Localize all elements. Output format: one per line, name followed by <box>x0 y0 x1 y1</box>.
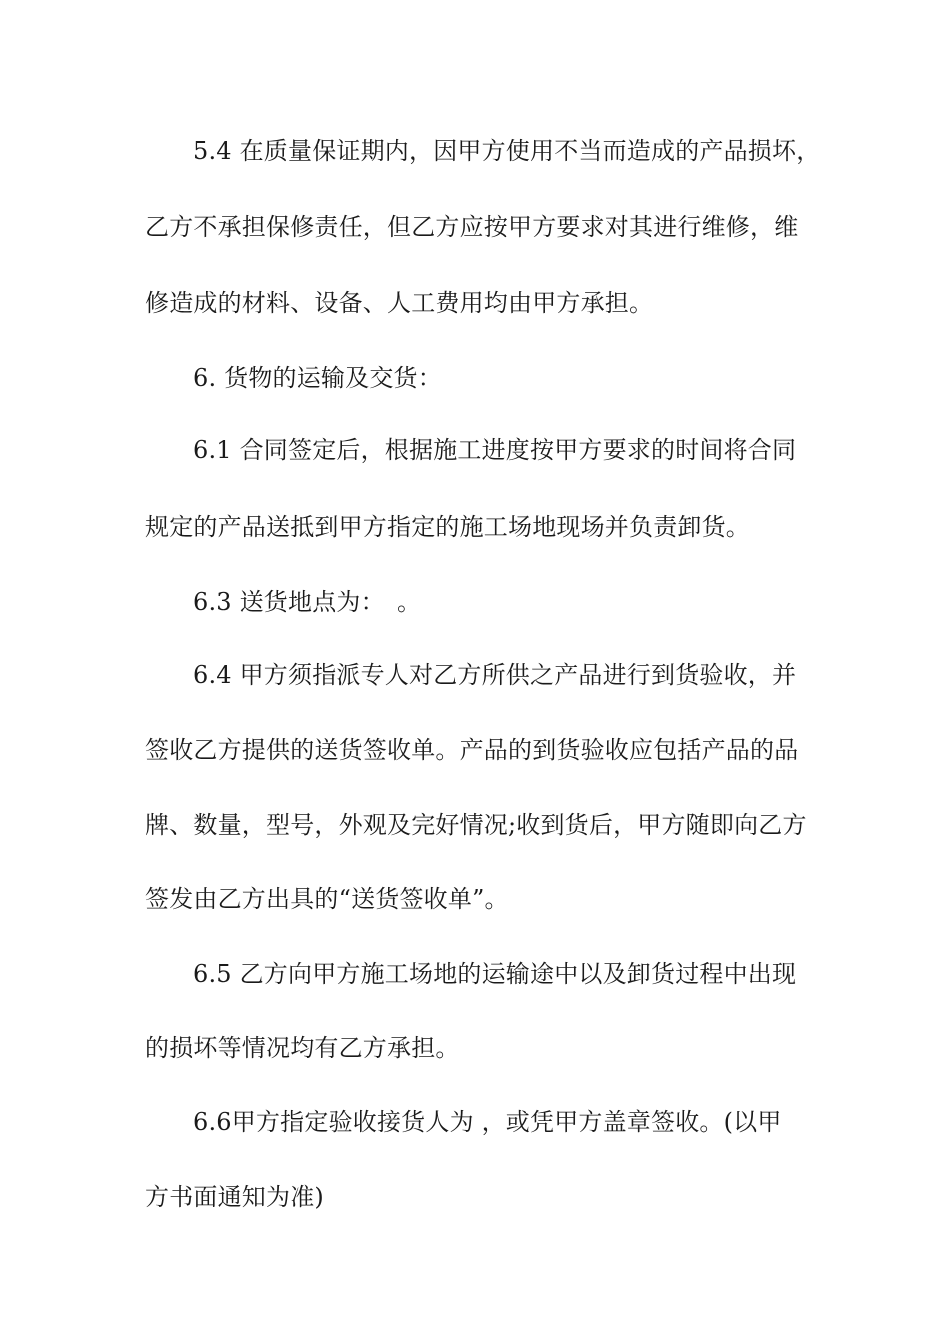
text-line-6-4-c: 牌、数量，型号，外观及完好情况;收到货后，甲方随即向乙方 <box>145 811 807 839</box>
text-line-6-3: 6.3 送货地点为： 。 <box>193 588 422 616</box>
text-line-6-1-b: 规定的产品送抵到甲方指定的施工场地现场并负责卸货。 <box>145 513 750 541</box>
text-line-5-4-a: 5.4 在质量保证期内，因甲方使用不当而造成的产品损坏， <box>193 137 821 165</box>
text-line-6-1-a: 6.1 合同签定后，根据施工进度按甲方要求的时间将合同 <box>193 436 797 464</box>
text-line-5-4-b: 乙方不承担保修责任，但乙方应按甲方要求对其进行维修，维 <box>145 213 799 241</box>
text-line-6-6-b: 方书面通知为准) <box>145 1183 324 1211</box>
text-line-6-4-b: 签收乙方提供的送货签收单。产品的到货验收应包括产品的品 <box>145 736 799 764</box>
text-line-6-5-a: 6.5 乙方向甲方施工场地的运输途中以及卸货过程中出现 <box>193 960 797 988</box>
text-line-6-4-d: 签发由乙方出具的“送货签收单”。 <box>145 885 509 913</box>
section-heading-6: 6. 货物的运输及交货： <box>193 364 442 392</box>
text-line-6-5-b: 的损坏等情况均有乙方承担。 <box>145 1034 460 1062</box>
text-line-5-4-c: 修造成的材料、设备、人工费用均由甲方承担。 <box>145 289 654 317</box>
text-line-6-4-a: 6.4 甲方须指派专人对乙方所供之产品进行到货验收，并 <box>193 661 797 689</box>
text-line-6-6-a: 6.6甲方指定验收接货人为 ，或凭甲方盖章签收。(以甲 <box>193 1108 782 1136</box>
